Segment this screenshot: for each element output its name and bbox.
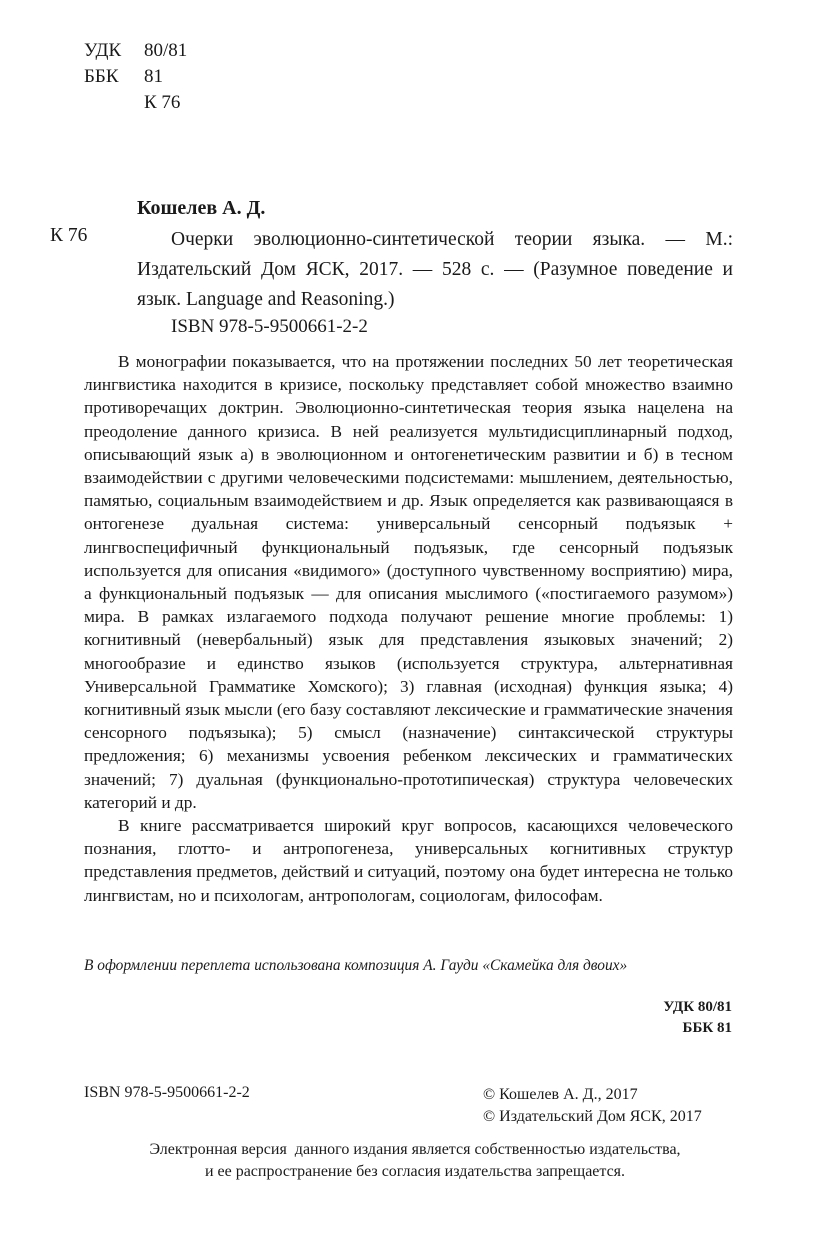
bbk-bottom: ББК 81 <box>682 1020 732 1036</box>
cutter-code: К 76 <box>144 92 181 113</box>
abstract-paragraph-1: В монографии показывается, что на протяжении последних 50 лет теоретическая лингвистика находится в кризисе, поскольку представляет собой множество взаимно противоречащих доктрин. Эволюционно-синтетическая теория языка нацелена на преодоление данного кризиса. В ней реализуется мультидисциплинарный подход, описывающий язык а) в эволюционном и онтогенетическим развитии и б) в тесном взаимодействии с другими человеческими подсистемами: мышлением, деятельностью, памятью, социальным взаимодействием и др. Язык определяется как развивающаяся в онтогенезе дуальная система: универсальный сенсорный подъязык + лингвоспецифичный функциональный подъязык, где сенсорный подъязык используется для описания «видимого» (доступного чувственному восприятию) мира, а функциональный подъязык — для описания мыслимого («постигаемого разумом») мира. В рамках излагаемого подхода получают решение многие проблемы: 1) когнитивный (невербальный) язык для представления языковых значений; 2) многообразие и единство языков (используется структура, альтернативная Универсальной Грамматике Хомского); 3) главная (исходная) функция языка; 4) когнитивный язык мысли (его базу составляют лексические и грамматические значения сенсорного подъязыка); 5) смысл (назначение) синтаксической структуры предложения; 6) механизмы усвоения ребенком лексических и грамматических значений; 7) дуальная (функционально-прототипическая) структура человеческих категорий и др. <box>84 352 733 812</box>
bbk-row <box>84 64 187 90</box>
isbn-top: ISBN 978-5-9500661-2-2 <box>171 316 368 337</box>
author-name: Кошелев А. Д. <box>137 197 266 219</box>
bibliographic-description: Очерки эволюционно-синтетической теории языка. — М.: Издательский Дом ЯСК, 2017. — 528 с. — (Разумное поведение и язык. Language and Reasoning.) <box>137 229 733 310</box>
abstract <box>84 350 733 907</box>
copyright-author: © Кошелев А. Д., 2017 <box>483 1086 638 1103</box>
electronic-edition-notice <box>60 1139 770 1183</box>
copyright-block <box>483 1084 702 1128</box>
abstract-paragraph-2: В книге рассматривается широкий круг вопросов, касающихся человеческого познания, глотто- и антропогенеза, универсальных когнитивных структур представления предметов, действий и ситуаций, поэтому она будет интересна не только лингвистам, но и психологам, антропологам, социологам, философам. <box>84 816 733 905</box>
bbk-label: ББК <box>84 66 119 87</box>
cover-design-note: В оформлении переплета использована композиция А. Гауди «Скамейка для двоих» <box>84 957 628 974</box>
bbk-value: 81 <box>144 66 163 87</box>
notice-line-1: Электронная версия данного издания является собственностью издательства, <box>149 1141 681 1158</box>
udk-row <box>84 38 187 64</box>
classification-codes-bottom <box>663 997 732 1039</box>
margin-cutter-code: К 76 <box>50 225 88 246</box>
isbn-bottom: ISBN 978-5-9500661-2-2 <box>84 1084 250 1101</box>
udk-label: УДК <box>84 40 122 61</box>
classification-codes <box>84 38 187 116</box>
notice-line-2: и ее распространение без согласия издательства запрещается. <box>204 1163 626 1180</box>
copyright-publisher: © Издательский Дом ЯСК, 2017 <box>483 1108 702 1125</box>
udk-bottom: УДК 80/81 <box>663 999 732 1015</box>
udk-value: 80/81 <box>144 40 188 61</box>
